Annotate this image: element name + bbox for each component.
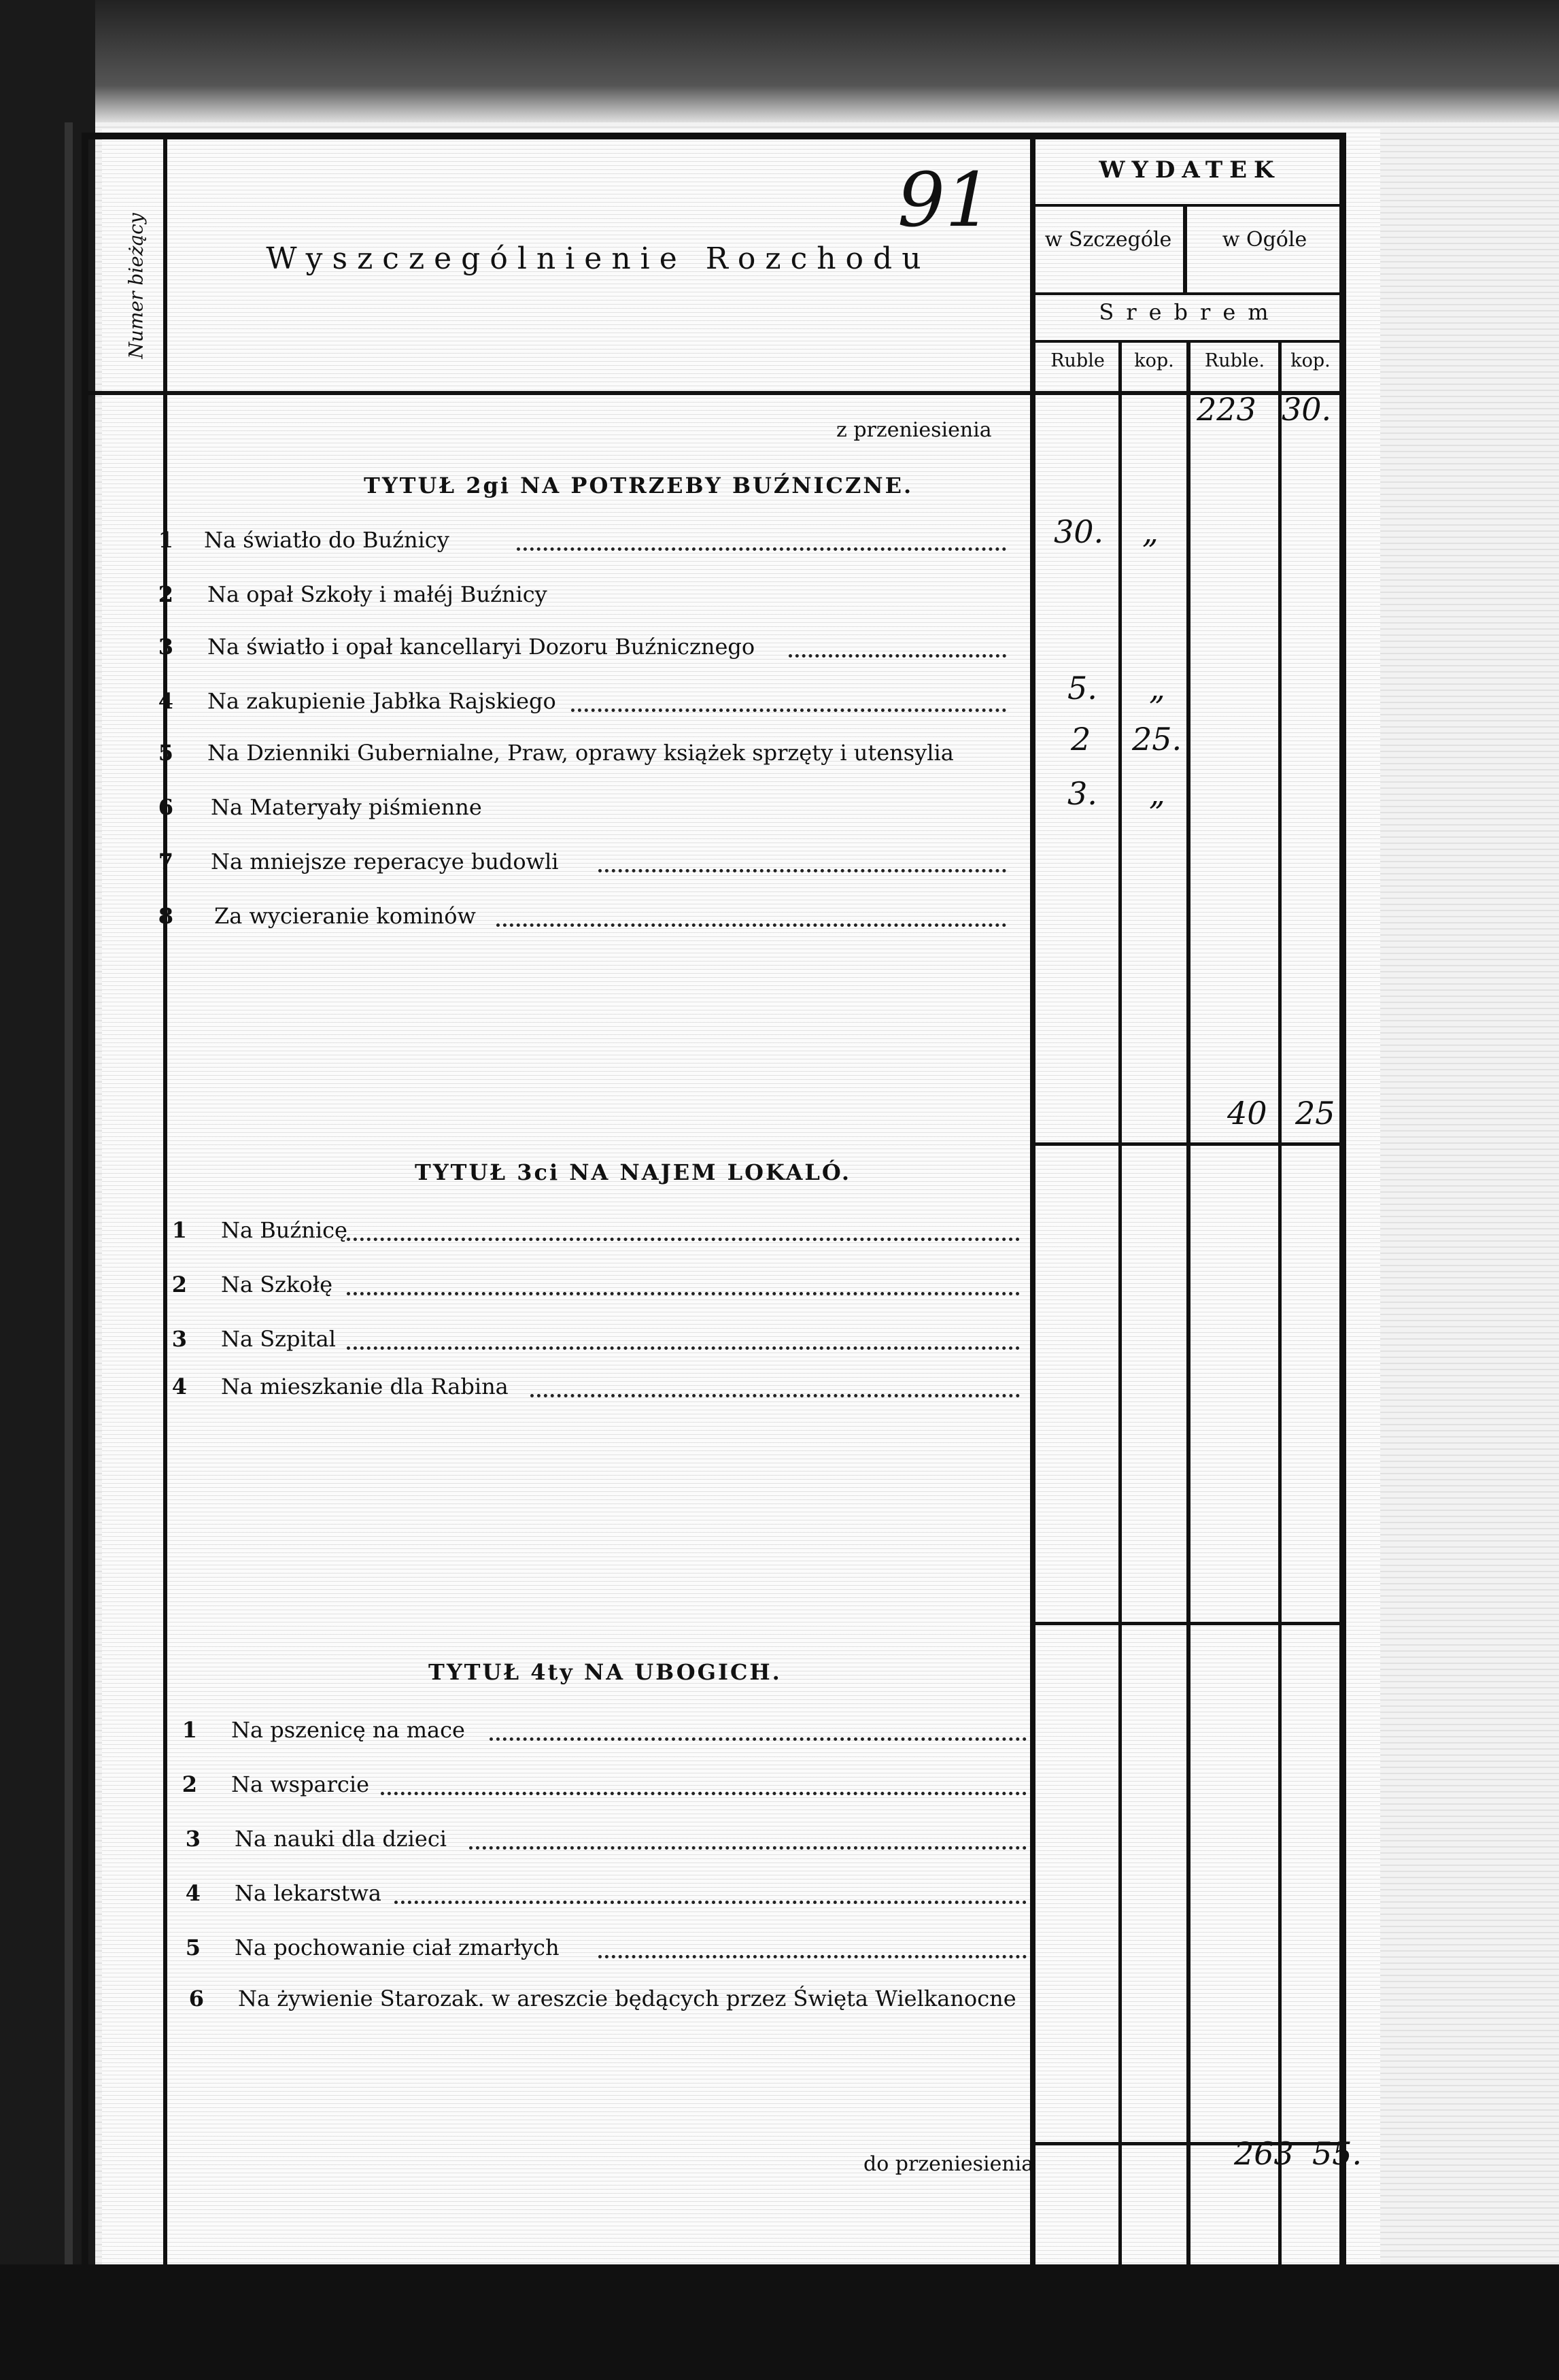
row-number: 1 bbox=[158, 527, 173, 553]
row-kop: „ bbox=[1149, 775, 1165, 812]
row-ruble: 5. bbox=[1067, 670, 1097, 707]
binding-thread bbox=[65, 122, 73, 2264]
row-kop: 25. bbox=[1132, 721, 1182, 758]
carry-out-label: do przeniesienia bbox=[863, 2152, 1034, 2176]
column-description-header: Wyszczególnienie Rozchodu bbox=[266, 241, 931, 276]
column-number-header: Numer bieżący bbox=[124, 212, 148, 359]
dot-leader bbox=[530, 1394, 1020, 1397]
row-description: Na Szpital bbox=[221, 1326, 336, 1352]
carry-out-ruble: 263 bbox=[1234, 2135, 1294, 2172]
szczegole-ogole-rule bbox=[1186, 340, 1190, 2271]
dot-leader bbox=[469, 1846, 1027, 1850]
row-number: 2 bbox=[171, 1272, 187, 1297]
row-number: 6 bbox=[188, 1986, 204, 2011]
dot-leader bbox=[347, 1238, 1020, 1241]
row-description: Na Szkołę bbox=[221, 1272, 332, 1297]
header-rule bbox=[88, 391, 1339, 395]
row-ruble: 30. bbox=[1054, 513, 1104, 550]
row-description: Na Dzienniki Gubernialne, Praw, oprawy książek sprzęty i utensylia bbox=[207, 740, 954, 766]
row-number: 6 bbox=[158, 794, 173, 820]
row-number: 3 bbox=[171, 1326, 187, 1352]
row-description: Na lekarstwa bbox=[235, 1880, 381, 1906]
w-ogole-header: w Ogóle bbox=[1222, 228, 1307, 252]
section-title: TYTUŁ 4ty NA UBOGICH. bbox=[428, 1659, 782, 1685]
scan-top-edge bbox=[0, 0, 1559, 122]
row-description: Na pszenicę na mace bbox=[231, 1717, 465, 1743]
row-number: 4 bbox=[185, 1880, 201, 1906]
row-description: Na światło i opał kancellaryi Dozoru Buźnicznego bbox=[207, 634, 755, 660]
row-description: Na światło do Buźnicy bbox=[204, 527, 449, 553]
row-ruble: 3. bbox=[1067, 775, 1097, 812]
dot-leader bbox=[490, 1737, 1027, 1741]
dot-leader bbox=[789, 654, 1006, 658]
row-description: Na mieszkanie dla Rabina bbox=[221, 1374, 509, 1399]
scan-bottom-edge bbox=[0, 2264, 1559, 2380]
dot-leader bbox=[571, 709, 1006, 712]
row-number: 4 bbox=[158, 688, 173, 714]
row-number: 7 bbox=[158, 849, 173, 874]
carry-in-label: z przeniesienia bbox=[836, 418, 992, 442]
row-number: 1 bbox=[171, 1217, 187, 1243]
dot-leader bbox=[347, 1346, 1020, 1350]
dot-leader bbox=[347, 1292, 1020, 1295]
section2-total-rule bbox=[1033, 1142, 1339, 1146]
w-szczegole-header: w Szczególe bbox=[1044, 228, 1172, 252]
carry-in-kop: 30. bbox=[1282, 391, 1332, 428]
dot-leader bbox=[381, 1792, 1027, 1795]
section-title: TYTUŁ 2gi NA POTRZEBY BUŹNICZNE. bbox=[364, 473, 914, 498]
row-description: Na nauki dla dzieci bbox=[235, 1826, 447, 1852]
row-description: Za wycieranie kominów bbox=[214, 903, 476, 929]
szczegole-rule bbox=[1030, 292, 1339, 295]
ruble-header-1: Ruble bbox=[1050, 350, 1105, 371]
row-description: Na wsparcie bbox=[231, 1771, 370, 1797]
row-description: Na pochowanie ciał zmarłych bbox=[235, 1935, 560, 1960]
row-description: Na mniejsze reperacye budowli bbox=[211, 849, 559, 874]
row-description: Na żywienie Starozak. w areszcie będących przez Święta Wielkanocne bbox=[238, 1986, 1016, 2011]
row-number: 5 bbox=[158, 740, 173, 766]
row-number: 3 bbox=[185, 1826, 201, 1852]
row-number: 3 bbox=[158, 634, 173, 660]
ruble-kop-rule-2 bbox=[1278, 340, 1282, 2271]
row-kop: „ bbox=[1149, 670, 1165, 707]
carry-in-ruble: 223 bbox=[1197, 391, 1256, 428]
row-description: Na opał Szkoły i małéj Buźnicy bbox=[207, 581, 547, 607]
kop-header-1: kop. bbox=[1134, 350, 1174, 371]
srebrem-header: Srebrem bbox=[1099, 299, 1281, 325]
row-description: Na zakupienie Jabłka Rajskiego bbox=[207, 688, 556, 714]
ruble-header-2: Ruble. bbox=[1204, 350, 1265, 371]
wydatek-header: WYDATEK bbox=[1099, 156, 1281, 184]
dot-leader bbox=[598, 1955, 1027, 1958]
row-ruble: 2 bbox=[1071, 721, 1091, 758]
carry-out-kop: 55. bbox=[1312, 2135, 1363, 2172]
kop-header-2: kop. bbox=[1290, 350, 1331, 371]
dot-leader bbox=[394, 1901, 1027, 1904]
amount-column-rule bbox=[1030, 139, 1035, 2271]
section-title: TYTUŁ 3ci NA NAJEM LOKALÓ. bbox=[415, 1159, 852, 1185]
number-column-rule bbox=[163, 139, 167, 2271]
dot-leader bbox=[598, 869, 1006, 872]
row-number: 5 bbox=[185, 1935, 201, 1960]
row-number: 2 bbox=[182, 1771, 197, 1797]
dot-leader bbox=[496, 923, 1006, 927]
section2-total-ruble: 40 bbox=[1227, 1095, 1267, 1132]
row-number: 2 bbox=[158, 581, 173, 607]
dot-leader bbox=[517, 547, 1006, 551]
row-number: 8 bbox=[158, 903, 173, 929]
row-number: 4 bbox=[171, 1374, 187, 1399]
section3-total-rule bbox=[1033, 1622, 1339, 1625]
srebrem-rule bbox=[1030, 340, 1339, 343]
ruble-kop-rule-1 bbox=[1118, 340, 1122, 2271]
section2-total-kop: 25 bbox=[1295, 1095, 1335, 1132]
row-kop: „ bbox=[1142, 513, 1159, 550]
row-number: 1 bbox=[182, 1717, 197, 1743]
folio-number: 91 bbox=[897, 156, 993, 243]
scan-left-edge bbox=[0, 0, 95, 2380]
row-description: Na Buźnicę bbox=[221, 1217, 347, 1243]
row-description: Na Materyały piśmienne bbox=[211, 794, 482, 820]
